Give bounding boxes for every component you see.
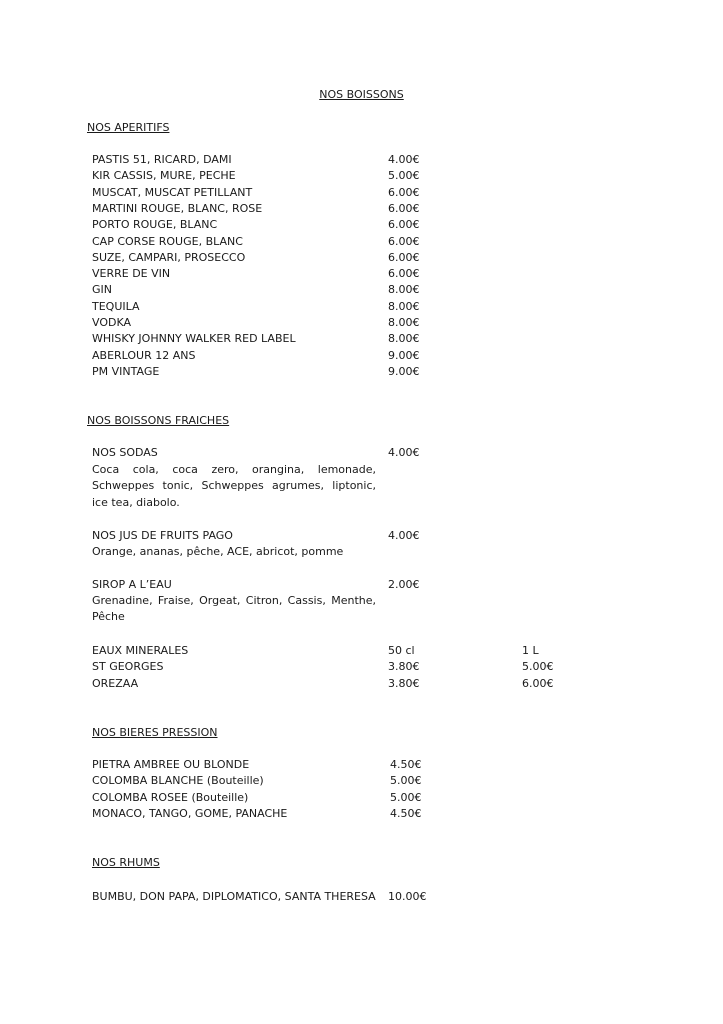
- item-name: TEQUILA: [92, 299, 140, 313]
- section-heading-bieres: NOS BIERES PRESSION: [92, 726, 218, 739]
- item-name: VODKA: [92, 316, 132, 329]
- item-name: COLOMBA ROSEE (Bouteille): [92, 790, 249, 804]
- menu-item: [92, 315, 592, 331]
- item-description: Orange, ananas, pêche, ACE, abricot, pomme: [92, 545, 344, 558]
- item-price: 6.00€: [388, 234, 420, 248]
- item-price: 9.00€: [388, 348, 420, 362]
- item-price: 8.00€: [388, 299, 420, 313]
- menu-item: [92, 676, 592, 692]
- item-name: NOS SODAS: [92, 446, 158, 459]
- menu-item: [92, 806, 592, 822]
- menu-item: [92, 889, 592, 905]
- item-price: 5.00€: [388, 169, 420, 183]
- item-price-1l: 5.00€: [522, 660, 554, 674]
- menu-item: [92, 266, 592, 282]
- item-name: SIROP A L’EAU: [92, 578, 172, 591]
- eaux-header-row: [92, 643, 592, 659]
- menu-item: [92, 250, 592, 266]
- item-price: 4.00€: [388, 446, 420, 459]
- item-name: KIR CASSIS, MURE, PECHE: [92, 169, 236, 183]
- item-name: MONACO, TANGO, GOME, PANACHE: [92, 806, 288, 820]
- item-name: MUSCAT, MUSCAT PETILLANT: [92, 185, 253, 199]
- item-name: PORTO ROUGE, BLANC: [92, 218, 218, 232]
- menu-item: [92, 757, 592, 773]
- item-name: NOS JUS DE FRUITS PAGO: [92, 529, 233, 542]
- item-description: Grenadine, Fraise, Orgeat, Citron, Cassis, Menthe, Pêche: [92, 594, 376, 624]
- item-name: EAUX MINERALES: [92, 644, 189, 657]
- item-name: GIN: [92, 283, 112, 297]
- section-heading-fraiches: NOS BOISSONS FRAICHES: [87, 414, 230, 427]
- item-price: 6.00€: [388, 218, 420, 232]
- menu-item-sodas: [92, 445, 592, 461]
- item-name: PIETRA AMBREE OU BLONDE: [92, 758, 250, 771]
- item-price: 8.00€: [388, 332, 420, 346]
- item-price: 9.00€: [388, 364, 420, 378]
- page-title: NOS BOISSONS: [319, 88, 404, 101]
- item-name: VERRE DE VIN: [92, 267, 171, 281]
- item-price: 4.00€: [388, 153, 420, 166]
- item-name: BUMBU, DON PAPA, DIPLOMATICO, SANTA THERESA: [92, 890, 376, 903]
- item-name: ABERLOUR 12 ANS: [92, 348, 196, 362]
- item-name: ST GEORGES: [92, 660, 164, 674]
- menu-item: [92, 185, 592, 201]
- item-price: 4.50€: [390, 806, 422, 820]
- item-price-50cl: 3.80€: [388, 676, 420, 690]
- menu-item: [92, 217, 592, 233]
- menu-item: [92, 201, 592, 217]
- item-price: 8.00€: [388, 316, 420, 329]
- item-price: 4.50€: [390, 758, 422, 771]
- menu-item: [92, 168, 592, 184]
- item-name: WHISKY JOHNNY WALKER RED LABEL: [92, 332, 296, 346]
- item-price: 4.00€: [388, 529, 420, 542]
- item-price: 6.00€: [388, 201, 420, 215]
- item-price: 8.00€: [388, 283, 420, 297]
- item-name: COLOMBA BLANCHE (Bouteille): [92, 774, 264, 788]
- menu-item: [92, 331, 592, 347]
- menu-item: [92, 234, 592, 250]
- item-price: 6.00€: [388, 267, 420, 281]
- item-price: 5.00€: [390, 774, 422, 788]
- item-price: 2.00€: [388, 578, 420, 591]
- item-price: 6.00€: [388, 250, 420, 264]
- section-heading-aperitifs: NOS APERITIFS: [87, 121, 170, 134]
- item-price-50cl: 3.80€: [388, 660, 420, 674]
- item-price: 5.00€: [390, 790, 422, 804]
- menu-item: [92, 282, 592, 298]
- menu-item: [92, 152, 592, 168]
- item-price: 10.00€: [388, 890, 427, 903]
- menu-item: [92, 773, 592, 789]
- menu-item: [92, 299, 592, 315]
- column-label-50cl: 50 cl: [388, 644, 415, 657]
- menu-item-sirop: [92, 577, 592, 593]
- item-description: Coca cola, coca zero, orangina, lemonade, Schweppes tonic, Schweppes agrumes, liptonic, ice tea, diabolo.: [92, 463, 376, 509]
- menu-item: [92, 364, 592, 380]
- section-heading-rhums: NOS RHUMS: [92, 856, 160, 869]
- menu-item: [92, 790, 592, 806]
- menu-item-jus: [92, 528, 592, 544]
- item-name: SUZE, CAMPARI, PROSECCO: [92, 250, 246, 264]
- menu-item: [92, 348, 592, 364]
- item-name: CAP CORSE ROUGE, BLANC: [92, 234, 243, 248]
- item-price: 6.00€: [388, 185, 420, 199]
- item-name: PASTIS 51, RICARD, DAMI: [92, 153, 232, 166]
- item-name: OREZAA: [92, 676, 139, 690]
- item-name: PM VINTAGE: [92, 364, 160, 378]
- menu-item: [92, 659, 592, 675]
- column-label-1l: 1 L: [522, 644, 539, 657]
- item-price-1l: 6.00€: [522, 676, 554, 690]
- item-name: MARTINI ROUGE, BLANC, ROSE: [92, 201, 263, 215]
